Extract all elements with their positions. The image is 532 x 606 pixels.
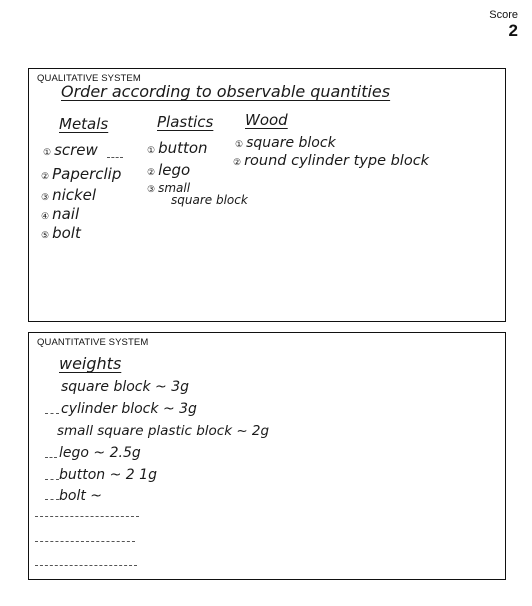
score-value: 2 <box>508 21 518 40</box>
blank-line <box>35 565 137 566</box>
list-item: ③ nickel <box>41 186 97 204</box>
weight-item: bolt ~ <box>59 488 103 504</box>
weight-item: cylinder block ~ 3g <box>61 401 197 417</box>
dash-line <box>45 413 59 414</box>
list-item: ④ nail <box>41 205 80 223</box>
column-header-metals: Metals <box>59 115 109 133</box>
qualitative-title: QUALITATIVE SYSTEM <box>37 73 141 84</box>
score-label: Score <box>489 9 518 21</box>
weight-item: square block ~ 3g <box>61 379 190 395</box>
qualitative-heading: Order according to observable quantities <box>61 82 391 101</box>
column-header-wood: Wood <box>245 111 288 129</box>
list-item: ① square block <box>235 135 336 151</box>
quantitative-title: QUANTITATIVE SYSTEM <box>37 337 149 348</box>
quantitative-system-box <box>28 332 506 580</box>
dash-line <box>107 157 123 158</box>
qualitative-system-box <box>28 68 506 322</box>
list-item: ③ small <box>147 181 191 195</box>
weight-item: lego ~ 2.5g <box>59 445 141 461</box>
list-item: ② round cylinder type block <box>233 153 430 169</box>
list-item: ① screw <box>43 141 98 159</box>
dash-line <box>45 457 57 458</box>
weight-item: button ~ 2 1g <box>59 467 157 483</box>
dash-line <box>45 499 59 500</box>
list-item: ② lego <box>147 161 191 179</box>
list-item: ⑤ bolt <box>41 224 81 242</box>
list-item: ② Paperclip <box>41 165 122 183</box>
weight-item: small square plastic block ~ 2g <box>57 423 270 439</box>
blank-line <box>35 541 135 542</box>
list-item: ① button <box>147 139 208 157</box>
dash-line <box>45 479 59 480</box>
weights-heading: weights <box>59 354 122 373</box>
column-header-plastics: Plastics <box>157 113 214 131</box>
list-item-continued: square block <box>171 193 248 207</box>
blank-line <box>35 516 139 517</box>
